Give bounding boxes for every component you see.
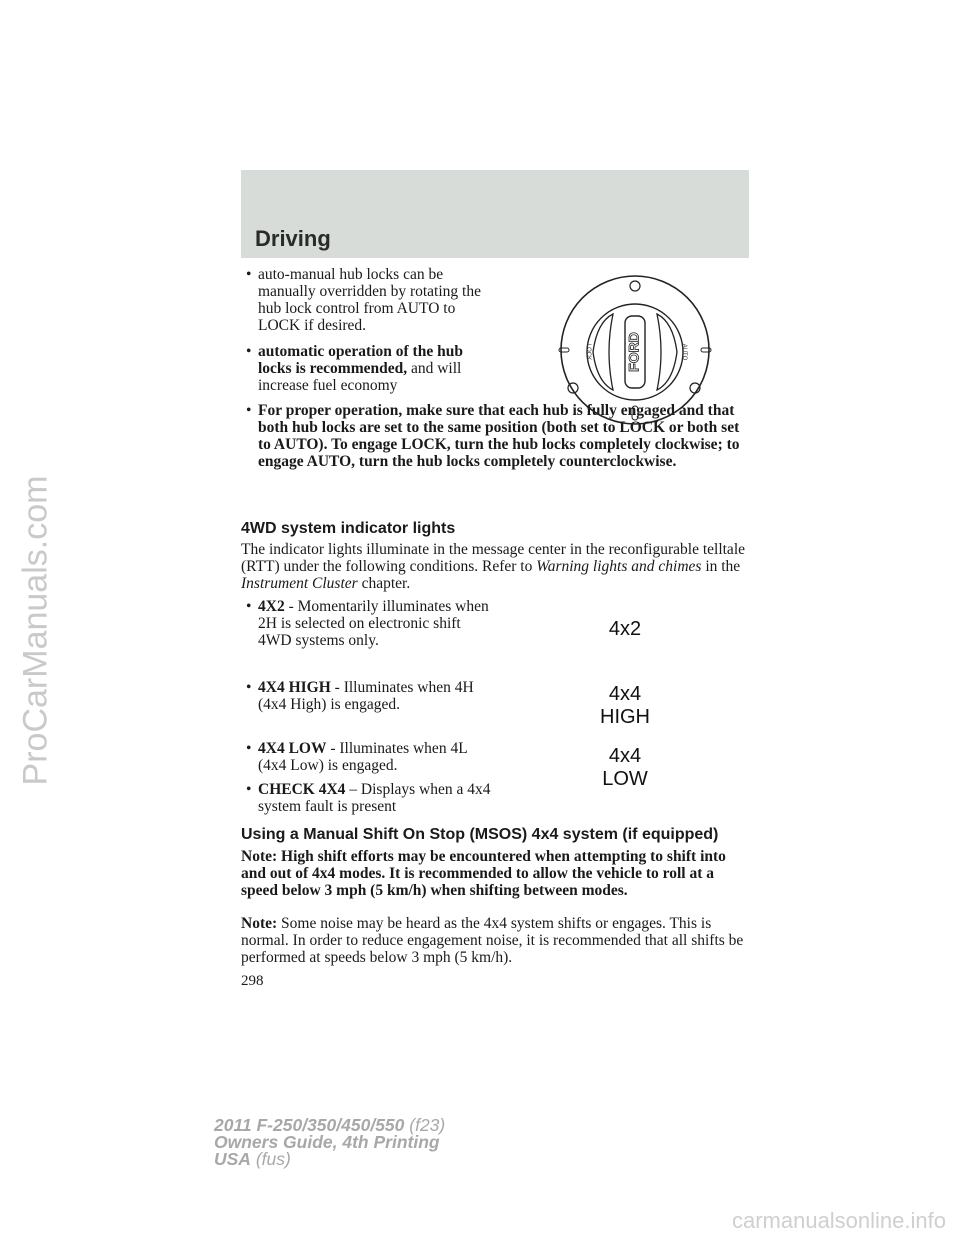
bullet-dot: • xyxy=(246,343,252,360)
indicator-symbol-4x2: 4x2 xyxy=(608,618,642,640)
indicator-symbol-4x4-low: 4x4 LOW xyxy=(602,745,648,790)
footer-watermark: carmanualsonline.info xyxy=(731,1208,946,1233)
indicator-item-4x4-high: • 4X4 HIGH - Illuminates when 4H (4x4 High) is engaged. xyxy=(246,679,474,713)
section-header-band xyxy=(241,170,749,258)
hub-slot-bottom xyxy=(632,406,638,420)
side-watermark xyxy=(6,360,66,900)
document-footer: 2011 F-250/350/450/550 (f23) Owners Guide, 4th Printing USA (fus) xyxy=(214,1115,446,1169)
indicator-item-check-4x4: • CHECK 4X4 – Displays when a 4x4 system fault is present xyxy=(246,781,491,815)
indicator-intro: The indicator lights illuminate in the message center in the reconfigurable telltale (RTT) under the following conditions. Refer to Warning lights and chimes in the Instrument Cluster chapter. xyxy=(241,541,745,592)
bullet-dot: • xyxy=(246,740,252,757)
indicator-item-4x4-low: • 4X4 LOW - Illuminates when 4L (4x4 Low) is engaged. xyxy=(246,740,468,774)
msos-note-1: Note: High shift efforts may be encountered when attempting to shift into and out of 4x4 modes. It is recommended to allow the vehicle to roll at a speed below 3 mph (5 km/h) when shifting between modes. xyxy=(241,848,726,899)
hub-left-lobe xyxy=(593,314,613,390)
bullet-dot: • xyxy=(246,598,252,615)
hub-right-lobe xyxy=(657,314,677,390)
section-title: Driving xyxy=(255,226,331,251)
bullet-dot: • xyxy=(246,679,252,696)
indicator-item-4x2: • 4X2 - Momentarily illuminates when 2H is selected on electronic shift 4WD systems only. xyxy=(246,598,489,649)
hub-brand-label: FORD xyxy=(625,332,642,372)
msos-heading: Using a Manual Shift On Stop (MSOS) 4x4 system (if equipped) xyxy=(241,826,719,843)
page-number: 298 xyxy=(241,973,264,989)
hub-auto-label: AUTO xyxy=(681,343,687,361)
hub-bolt-top xyxy=(630,281,640,291)
indicator-symbol-4x4-high: 4x4 HIGH xyxy=(600,683,650,728)
hub-bullet-2: • automatic operation of the hub locks is recommended, and will increase fuel economy xyxy=(246,343,463,394)
bullet-dot: • xyxy=(246,402,252,419)
bullet-dot: • xyxy=(246,266,252,283)
side-watermark-text: ProCarManuals.com xyxy=(16,475,55,785)
hub-bullet-3: • For proper operation, make sure that each hub is fully engaged and that both hub locks are set to the same position (both set to LOCK or both set to AUTO). To engage LOCK, turn the hub locks completely clockwise; to engage AUTO, turn the hub locks completely counterclockwise. xyxy=(246,402,740,470)
hub-lock-figure xyxy=(555,270,715,460)
msos-note-2: Note: Some noise may be heard as the 4x4 system shifts or engages. This is normal. In order to reduce engagement noise, it is recommended that all shifts be performed at speeds below 3 mph (5 km/h). xyxy=(241,915,744,966)
indicator-heading: 4WD system indicator lights xyxy=(241,520,456,537)
bullet-dot: • xyxy=(246,781,252,798)
hub-bullet-1: • auto-manual hub locks can be manually overridden by rotating the hub lock control from AUTO to LOCK if desired. xyxy=(246,266,481,334)
hub-lock-label: LOCK xyxy=(585,343,591,361)
